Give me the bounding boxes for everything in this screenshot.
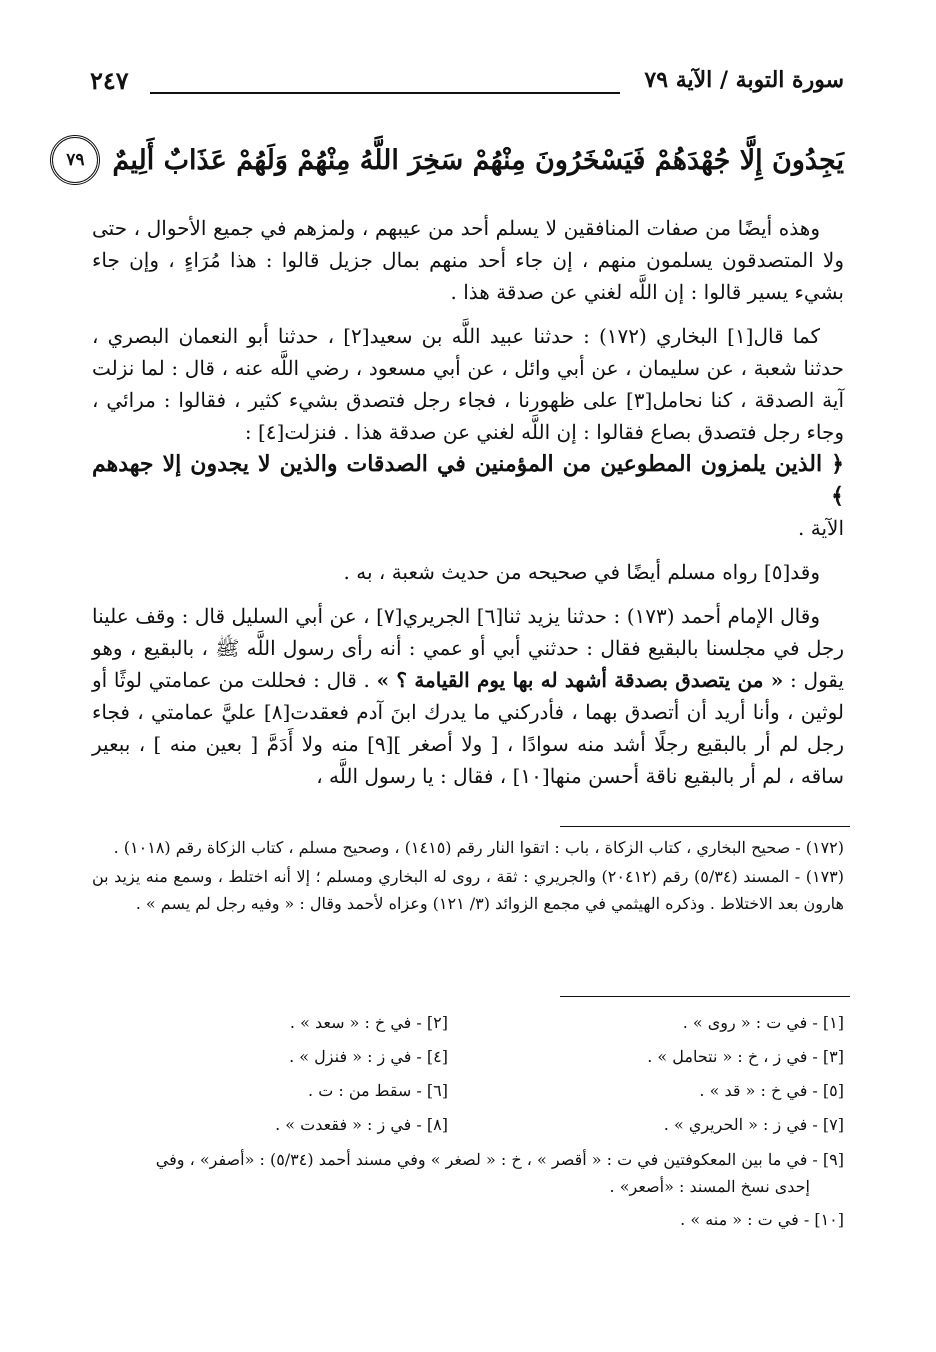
variant-7: [٧] - في ز : « الحريري » . — [663, 1115, 844, 1134]
variant-10: [١٠] - في ت : « منه » . — [680, 1210, 844, 1229]
chapter-title: سورة التوبة / الآية ٧٩ — [644, 67, 844, 93]
paragraph-2: كما قال[١] البخاري (١٧٢) : حدثنا عبيد اللَّه بن سعيد[٢] ، حدثنا أبو النعمان البصري ، حدثنا شعبة ، عن سليمان ، عن أبي وائل ، عن أبي مسعود ، رضي اللَّه عنه ، قال : لما نزلت آية الصدقة ، كنا نحامل[٣] على ظهورنا ، فجاء رجل فتصدق بشيء كثير ، فقالوا : مرائي ، وجاء رجل فتصدق بصاع فقالوا : إن اللَّه لغني عن صدقة هذا . فنزلت[٤] : — [92, 324, 845, 444]
commentary-body — [92, 212, 844, 804]
variants-grid — [92, 1006, 844, 1142]
variant-1: [١] - في ت : « روى » . — [682, 1013, 844, 1032]
page-number: ٢٤٧ — [90, 65, 129, 95]
paragraph-1: وهذه أيضًا من صفات المنافقين لا يسلم أحد من عيبهم ، ولمزهم في جميع الأحوال ، حتى ولا المتصدقون يسلمون منهم ، إن جاء أحد منهم بمال جزيل قالوا : هذا مُرَاءٍ ، وإن جاء بشيء يسير قالوا : إن اللَّه لغني عن صدقة هذا . — [92, 216, 844, 304]
variant-5: [٥] - في خ : « قد » . — [699, 1081, 844, 1100]
paragraph-4-start: وقال الإمام أحمد (١٧٣) : حدثنا يزيد ثنا[٦] الجريري[٧] ، عن أبي السليل قال : وقف علينا رجل في مجلسنا بالبقيع فقال : حدثني أبي أو عمي : أنه رأى رسول اللَّه ﷺ ، بالبقيع ، وهو يقول : — [92, 604, 844, 692]
variants-separator — [560, 996, 850, 997]
footnotes — [92, 834, 844, 919]
page-header — [90, 60, 844, 100]
manuscript-variants — [92, 1006, 844, 1233]
footnote-separator — [560, 826, 850, 827]
hadith-quote: « من يتصدق بصدقة أشهد له بها يوم القيامة ؟ » — [376, 668, 784, 692]
verse-number: ٧٩ — [66, 150, 85, 170]
verse-number-ornament — [50, 135, 100, 185]
bold-verse-quote: ﴿ الذين يلمزون المطوعين من المؤمنين في الصدقات والذين لا يجدون إلا جهدهم ﴾ — [92, 451, 844, 509]
paragraph-2-ending: الآية . — [798, 516, 844, 540]
variant-6: [٦] - سقط من : ت . — [308, 1081, 448, 1100]
variant-8: [٨] - في ز : « فقعدت » . — [275, 1115, 448, 1134]
quran-verse — [66, 128, 844, 192]
variant-9-continued: إحدى نسخ المسند : «أصعر» . — [609, 1177, 810, 1196]
variant-3: [٣] - في ز ، خ : « نتحامل » . — [647, 1047, 844, 1066]
variant-9-block — [92, 1146, 844, 1233]
header-rule — [150, 92, 620, 94]
verse-text: يَجِدُونَ إِلَّا جُهْدَهُمْ فَيَسْخَرُونَ مِنْهُمْ سَخِرَ اللَّهُ مِنْهُمْ وَلَهُمْ عَذَابٌ أَلِيمٌ — [112, 144, 844, 176]
variant-2: [٢] - في خ : « سعد » . — [289, 1013, 448, 1032]
variant-4: [٤] - في ز : « فنزل » . — [289, 1047, 448, 1066]
paragraph-3: وقد[٥] رواه مسلم أيضًا في صحيحه من حديث شعبة ، به . — [343, 560, 820, 584]
footnote-172: (١٧٢) - صحيح البخاري ، كتاب الزكاة ، باب : اتقوا النار رقم (١٤١٥) ، وصحيح مسلم ، كتاب الزكاة رقم (١٠١٨) . — [113, 838, 844, 857]
paragraph-4-end: . قال : فحللت من عمامتي لوثًا أو لوثين ، وأنا أريد أن أتصدق بهما ، فأدركني ما يدرك ابنَ آدم فعقدت[٨] عليَّ عمامتي ، فجاء رجل لم أر بالبقيع رجلًا أشد منه سوادًا ، [ ولا أصغر ][٩] منه ولا أَدَمَّ [ بعين منه ] ، ببعير ساقه ، لم أر بالبقيع ناقة أحسن منها[١٠] ، فقال : يا رسول اللَّه ، — [92, 668, 844, 788]
footnote-173: (١٧٣) - المسند (٥/٣٤) رقم (٢٠٤١٢) والجريري : ثقة ، روى له البخاري ومسلم ؛ إلا أنه اختلط ، وسمع منه يزيد بن هارون بعد الاختلاط . وذكره الهيثمي في مجمع الزوائد (٣/ ١٢١) وعزاه لأحمد وقال : « وفيه رجل لم يسم » . — [92, 867, 844, 913]
variant-9: [٩] - في ما بين المعكوفتين في ت : « أقصر » ، خ : « لصغر » وفي مسند أحمد (٥/٣٤) : «أصفر» ، وفي — [155, 1150, 844, 1169]
paragraph-4 — [92, 600, 844, 792]
